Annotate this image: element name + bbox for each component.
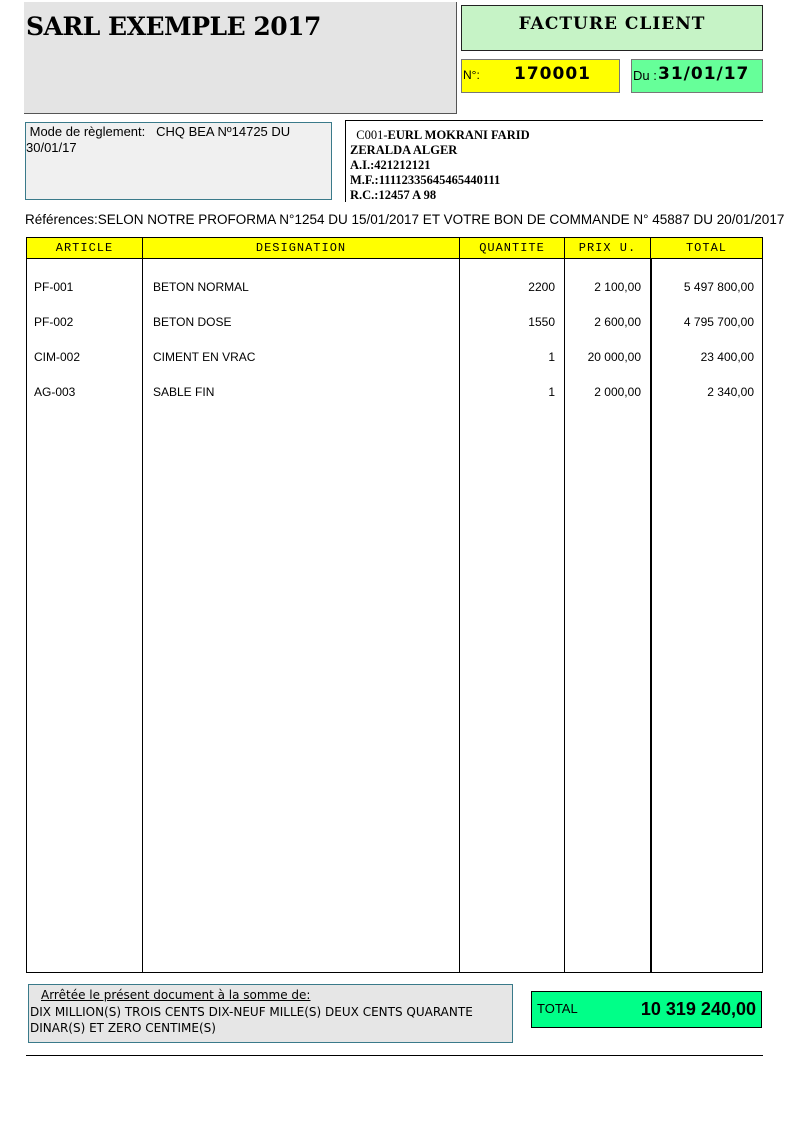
- row-prix: 2 600,00: [594, 315, 641, 329]
- client-block: [350, 128, 530, 203]
- invoice-number-label: N°:: [463, 68, 480, 82]
- header-designation: DESIGNATION: [142, 237, 460, 259]
- table-border-bottom: [26, 972, 763, 973]
- table-border-right: [762, 258, 763, 973]
- total-value: 10 319 240,00: [640, 999, 756, 1019]
- client-name: EURL MOKRANI FARID: [387, 128, 530, 142]
- amount-in-words: [30, 1004, 510, 1036]
- row-total: 23 400,00: [700, 350, 754, 364]
- row-prix: 2 100,00: [594, 280, 641, 294]
- table-border-left: [26, 258, 27, 973]
- total-label: TOTAL: [537, 1001, 578, 1016]
- row-designation: BETON DOSE: [153, 315, 232, 329]
- client-address: ZERALDA ALGER: [350, 143, 458, 157]
- payment-value: CHQ BEA Nº14725 DU 30/01/17: [26, 124, 291, 155]
- row-total: 2 340,00: [707, 385, 754, 399]
- header-total: TOTAL: [650, 237, 763, 259]
- header-article: ARTICLE: [26, 237, 143, 259]
- row-designation: SABLE FIN: [153, 385, 215, 399]
- client-mf: M.F.:11112335645465440111: [350, 173, 501, 187]
- amount-title: Arrêtée le présent document à la somme de:: [41, 988, 311, 1002]
- row-quantite: 2200: [528, 280, 555, 294]
- table-divider: [459, 258, 460, 973]
- row-total: 4 795 700,00: [683, 315, 754, 329]
- row-designation: CIMENT EN VRAC: [153, 350, 256, 364]
- client-ai: A.I.:421212121: [350, 158, 431, 172]
- amount-words-line: DIX MILLION(S) TROIS CENTS DIX-NEUF MILLE(S) DEUX CENTS QUARANTE: [30, 1005, 473, 1019]
- client-code: C001-: [356, 128, 388, 142]
- client-rc: R.C.:12457 A 98: [350, 188, 437, 202]
- row-article: CIM-002: [34, 350, 81, 364]
- references: Références:SELON NOTRE PROFORMA N°1254 DU 15/01/2017 ET VOTRE BON DE COMMANDE N° 45887 DU 20/01/2017: [25, 212, 785, 227]
- row-prix: 2 000,00: [594, 385, 641, 399]
- payment-method: [26, 124, 326, 156]
- row-prix: 20 000,00: [587, 350, 641, 364]
- row-article: AG-003: [34, 385, 76, 399]
- header-prix: PRIX U.: [564, 237, 651, 259]
- row-article: PF-001: [34, 280, 74, 294]
- invoice-date-label: Du :: [633, 68, 657, 83]
- row-quantite: 1: [548, 385, 555, 399]
- footer-rule: [26, 1055, 763, 1056]
- row-quantite: 1550: [528, 315, 555, 329]
- row-designation: BETON NORMAL: [153, 280, 249, 294]
- amount-words-line: DINAR(S) ET ZERO CENTIME(S): [30, 1021, 216, 1035]
- company-name: SARL EXEMPLE 2017: [26, 12, 321, 41]
- invoice-date: 31/01/17: [658, 64, 750, 84]
- table-divider: [142, 258, 143, 973]
- document-title: FACTURE CLIENT: [518, 14, 706, 34]
- row-article: PF-002: [34, 315, 74, 329]
- table-divider: [564, 258, 565, 973]
- client-top-rule: [345, 120, 763, 121]
- invoice-number: 170001: [514, 64, 591, 84]
- client-left-rule: [345, 120, 346, 202]
- row-quantite: 1: [548, 350, 555, 364]
- row-total: 5 497 800,00: [683, 280, 754, 294]
- table-divider: [650, 258, 652, 973]
- header-quantite: QUANTITE: [459, 237, 565, 259]
- payment-label: Mode de règlement:: [29, 124, 146, 139]
